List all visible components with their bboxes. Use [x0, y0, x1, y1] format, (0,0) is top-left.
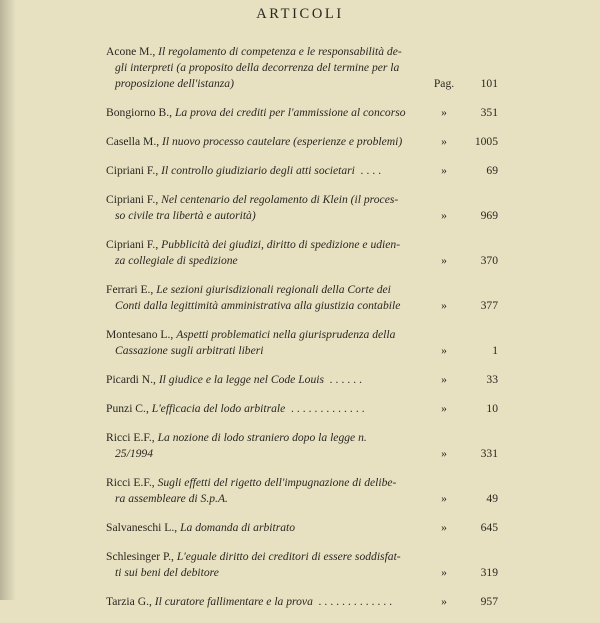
toc-entry — [106, 163, 498, 179]
entry-title-line: 25/1994 — [115, 447, 154, 460]
entry-title-line: Aspetti problematici nella giurisprudenza della — [176, 328, 396, 341]
entry-page-label: » — [441, 299, 447, 312]
entry-reference — [430, 372, 498, 388]
entry-author: Montesano L., — [106, 328, 177, 341]
section-heading: ARTICOLI — [256, 6, 344, 22]
entry-title-line: Il controllo giudiziario degli atti societari .... — [161, 164, 385, 177]
entry-page-label: » — [441, 373, 447, 386]
toc-entry — [106, 594, 498, 610]
entry-page-number: 33 — [486, 373, 498, 386]
entry-reference — [430, 208, 498, 224]
entry-page-label: Pag. — [433, 77, 455, 90]
entry-author: Picardi N., — [106, 373, 159, 386]
entry-author: Acone M., — [106, 45, 159, 58]
entry-text — [106, 401, 422, 417]
entry-reference — [430, 520, 498, 536]
entry-text — [106, 163, 422, 179]
entry-text — [106, 520, 422, 536]
entry-page-number: 101 — [480, 77, 498, 90]
entry-title-line: Il giudice e la legge nel Code Louis ...... — [158, 373, 366, 386]
entry-title-line: ra assembleare di S.p.A. — [115, 492, 228, 505]
entry-text — [106, 105, 422, 121]
entry-page-label: » — [441, 209, 447, 222]
entry-author: Schlesinger P., — [106, 550, 177, 563]
toc-entry — [106, 475, 498, 507]
entry-page-label: » — [441, 164, 447, 177]
entry-page-number: 319 — [480, 566, 498, 579]
entry-page-number: 351 — [480, 106, 498, 119]
entry-text — [106, 44, 422, 92]
entry-author: Ferrari E., — [106, 283, 157, 296]
entry-title-line: Conti dalla legittimità amministrativa alla giustizia contabile — [115, 299, 401, 312]
toc-entry — [106, 430, 498, 462]
entry-page-label: » — [441, 566, 447, 579]
entry-reference — [430, 76, 498, 92]
toc-entry — [106, 372, 498, 388]
entry-title-line: Sugli effetti del rigetto dell'impugnazione di delibe- — [157, 476, 397, 489]
entry-reference — [430, 565, 498, 581]
entry-author: Punzi C., — [106, 402, 152, 415]
entry-text — [106, 237, 422, 269]
entry-title-line: Le sezioni giurisdizionali regionali della Corte dei — [156, 283, 391, 296]
entry-text — [106, 594, 422, 610]
entry-title-line: La domanda di arbitrato — [180, 521, 296, 534]
entry-reference — [430, 491, 498, 507]
entry-page-label: » — [441, 254, 447, 267]
toc-entry — [106, 282, 498, 314]
entry-title-line: Nel centenario del regolamento di Klein (il proces- — [161, 193, 399, 206]
toc-entry — [106, 134, 498, 150]
entry-text — [106, 192, 422, 224]
entry-page-label: » — [441, 447, 447, 460]
entry-page-number: 377 — [480, 299, 498, 312]
entry-reference — [430, 594, 498, 610]
entry-page-number: 969 — [480, 209, 498, 222]
entry-page-label: » — [441, 402, 447, 415]
entry-page-number: 49 — [486, 492, 498, 505]
entry-reference — [430, 401, 498, 417]
entry-page-label: » — [441, 521, 447, 534]
entry-page-label: » — [441, 344, 447, 357]
entry-text — [106, 549, 422, 581]
entry-title-line: La nozione di lodo straniero dopo la legge n. — [157, 431, 367, 444]
entry-reference — [430, 163, 498, 179]
entry-title — [152, 402, 368, 415]
entry-text — [106, 134, 422, 150]
entry-page-number: 370 — [480, 254, 498, 267]
entry-title-line: Cassazione sugli arbitrati liberi — [115, 344, 264, 357]
entry-title-line: Pubblicità dei giudizi, diritto di spedizione e udien- — [161, 238, 401, 251]
entry-title — [155, 595, 396, 608]
toc-entry — [106, 327, 498, 359]
entry-page-number: 1 — [492, 344, 498, 357]
entry-reference — [430, 105, 498, 121]
entry-title — [180, 521, 295, 534]
entry-author: Cipriani F., — [106, 164, 162, 177]
entry-title-line: L'eguale diritto dei creditori di essere soddisfat- — [176, 550, 401, 563]
entry-reference — [430, 343, 498, 359]
entry-text — [106, 475, 422, 507]
entry-page-number: 331 — [480, 447, 498, 460]
entry-title-line: La prova dei crediti per l'ammissione al concorso — [174, 106, 406, 119]
entry-page-number: 645 — [480, 521, 498, 534]
entry-text — [106, 430, 422, 462]
entry-reference — [430, 134, 498, 150]
toc-entry — [106, 549, 498, 581]
entry-text — [106, 372, 422, 388]
entry-text — [106, 282, 422, 314]
toc-entry — [106, 520, 498, 536]
entry-reference — [430, 298, 498, 314]
entry-author: Ricci E.F., — [106, 476, 158, 489]
entry-author: Casella M., — [106, 135, 163, 148]
entry-author: Bongiorno B., — [106, 106, 175, 119]
entry-author: Salvaneschi L., — [106, 521, 181, 534]
entry-reference — [430, 446, 498, 462]
toc-entry — [106, 237, 498, 269]
entry-author: Ricci E.F., — [106, 431, 158, 444]
entry-title-line: Il curatore fallimentare e la prova ............. — [154, 595, 396, 608]
entry-text — [106, 327, 422, 359]
entry-title-line: Il regolamento di competenza e le responsabilità de- — [158, 45, 402, 58]
entry-page-number: 69 — [486, 164, 498, 177]
entry-author: Cipriani F., — [106, 193, 162, 206]
entry-title — [159, 373, 365, 386]
entry-title — [175, 106, 406, 119]
entry-author: Cipriani F., — [106, 238, 162, 251]
entry-title-line: so civile tra libertà e autorità) — [115, 209, 256, 222]
toc-entry — [106, 192, 498, 224]
entry-title-line: proposizione dell'istanza) — [115, 77, 234, 90]
entry-page-label: » — [441, 106, 447, 119]
entry-title — [161, 164, 384, 177]
entry-title-line: Il nuovo processo cautelare (esperienze e problemi) — [162, 135, 403, 148]
toc-entry — [106, 105, 498, 121]
entry-title-line: ti sui beni del debitore — [115, 566, 219, 579]
table-of-contents — [106, 44, 498, 623]
entry-title-line: za collegiale di spedizione — [115, 254, 238, 267]
toc-entry — [106, 44, 498, 92]
entry-page-number: 10 — [486, 402, 498, 415]
entry-page-number: 1005 — [474, 135, 498, 148]
dot-leader: ............. — [285, 402, 368, 415]
dot-leader: .... — [354, 164, 385, 177]
entry-page-label: » — [441, 595, 447, 608]
entry-reference — [430, 253, 498, 269]
entry-title-line: gli interpreti (a proposito della decorrenza del termine per la — [115, 61, 400, 74]
entry-page-number: 957 — [480, 595, 498, 608]
entry-author: Tarzia G., — [106, 595, 155, 608]
entry-page-label: » — [441, 492, 447, 505]
entry-page-label: » — [441, 135, 447, 148]
toc-entry — [106, 401, 498, 417]
entry-title — [162, 135, 402, 148]
entry-title-line: L'efficacia del lodo arbitrale ............. — [151, 402, 368, 415]
dot-leader: ...... — [324, 373, 366, 386]
dot-leader: ............. — [312, 595, 396, 608]
